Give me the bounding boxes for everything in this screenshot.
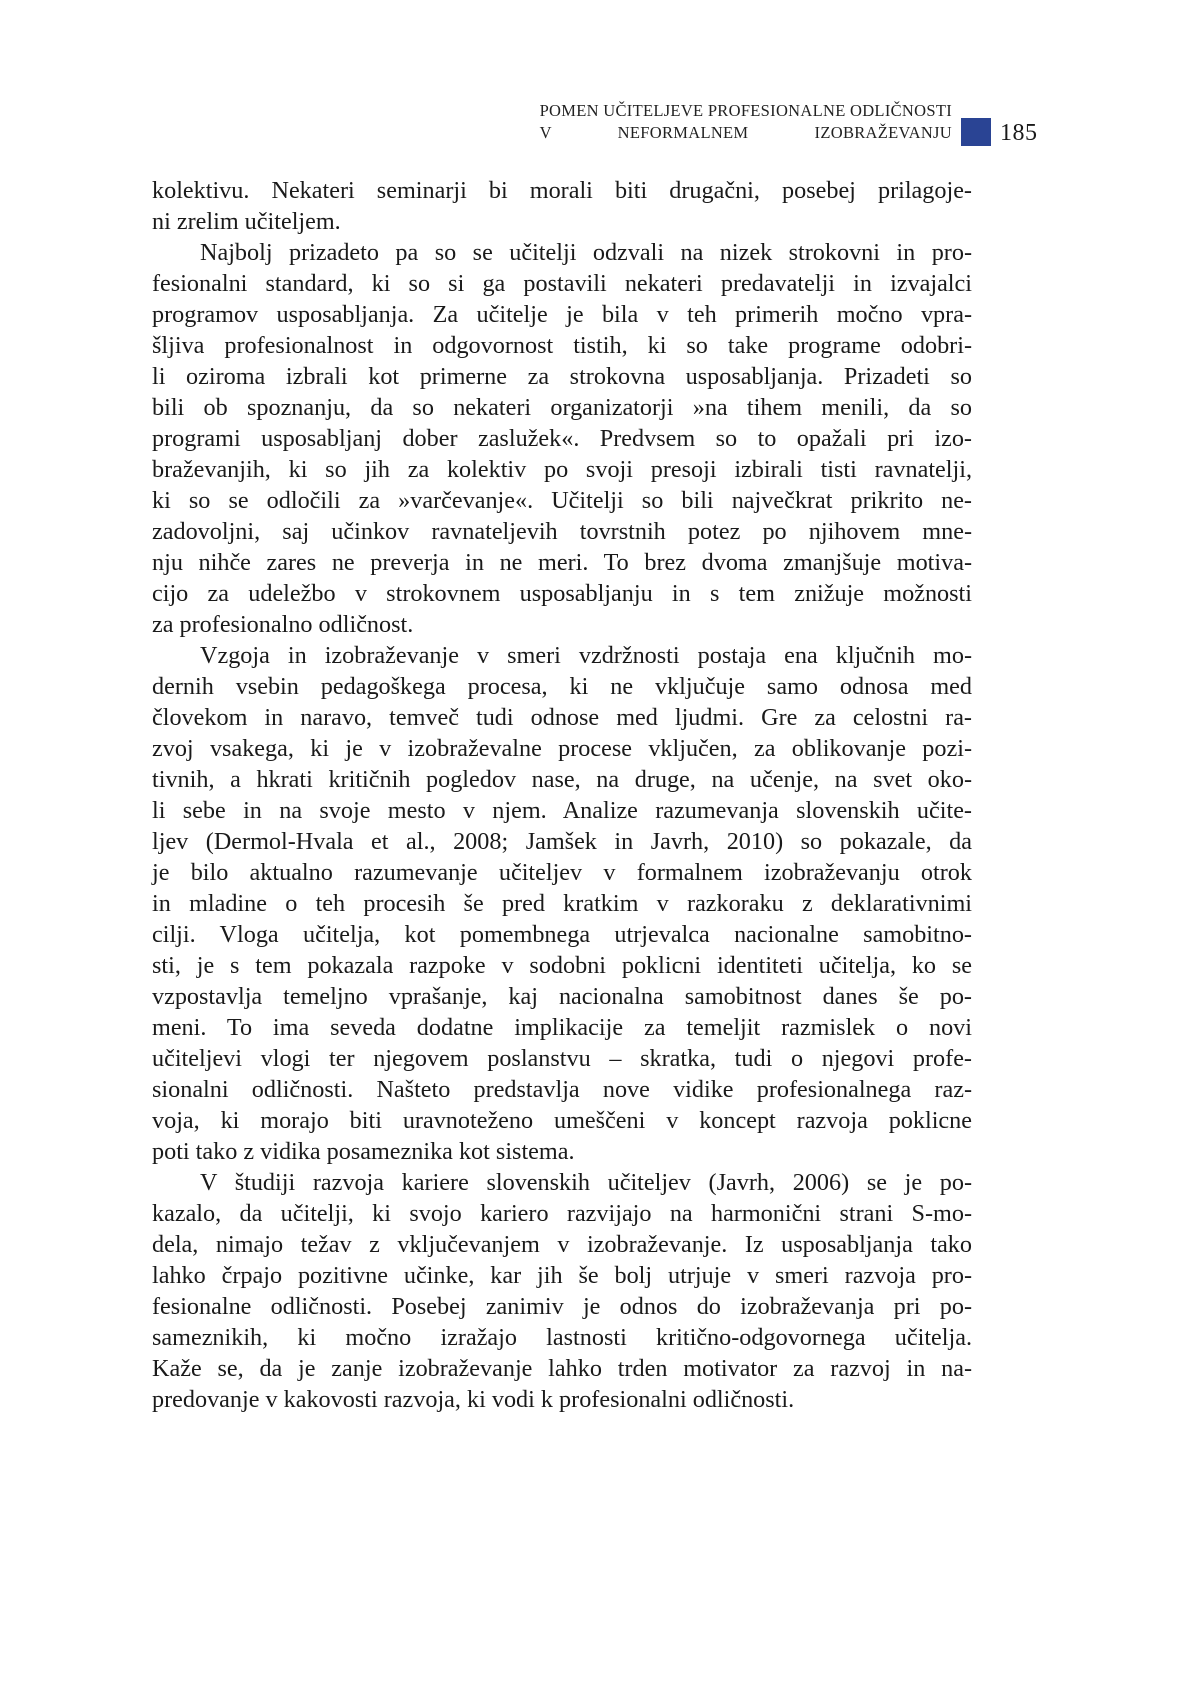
header-accent-square — [961, 118, 991, 146]
text-line: in mladine o teh procesih še pred kratkim v razkoraku z deklarativnimi — [152, 890, 972, 917]
text-line: V študiji razvoja kariere slovenskih učiteljev (Javrh, 2006) se je po- — [200, 1169, 972, 1196]
body-text — [152, 175, 972, 1415]
text-line: zvoj vsakega, ki je v izobraževalne procese vključen, za oblikovanje pozi- — [152, 735, 972, 762]
text-line: šljiva profesionalnost in odgovornost tistih, ki so take programe odobri- — [152, 332, 972, 359]
text-line: programi usposabljanj dober zaslužek«. Predvsem so to opažali pri izo- — [152, 425, 972, 452]
text-line: Najbolj prizadeto pa so se učitelji odzvali na nizek strokovni in pro- — [200, 239, 972, 266]
text-line: nju nihče zares ne preverja in ne meri. To brez dvoma zmanjšuje motiva- — [152, 549, 972, 576]
text-line: cilji. Vloga učitelja, kot pomembnega utrjevalca nacionalne samobitno- — [152, 921, 972, 948]
paragraph — [152, 640, 972, 1167]
text-line: vzpostavlja temeljno vprašanje, kaj nacionalna samobitnost danes še po- — [152, 983, 972, 1010]
text-line: kazalo, da učitelji, ki svojo kariero razvijajo na harmonični strani S-mo- — [152, 1200, 972, 1227]
text-line: fesionalne odličnosti. Posebej zanimiv je odnos do izobraževanja pri po- — [152, 1293, 972, 1320]
running-header — [540, 100, 952, 144]
text-line: predovanje v kakovosti razvoja, ki vodi k profesionalni odličnosti. — [152, 1386, 795, 1413]
text-line: učiteljevi vlogi ter njegovem poslanstvu – skratka, tudi o njegovi profe- — [152, 1045, 972, 1072]
text-line: Kaže se, da je zanje izobraževanje lahko trden motivator za razvoj in na- — [152, 1355, 972, 1382]
text-line: poti tako z vidika posameznika kot sistema. — [152, 1138, 575, 1165]
running-header-line-2: V NEFORMALNEM IZOBRAŽEVANJU — [539, 123, 952, 142]
running-header-line-1: POMEN UČITELJEVE PROFESIONALNE ODLIČNOSTI — [539, 101, 952, 120]
text-line: kolektivu. Nekateri seminarji bi morali biti drugačni, posebej prilagoje- — [152, 177, 972, 204]
text-line: Vzgoja in izobraževanje v smeri vzdržnosti postaja ena ključnih mo- — [200, 642, 972, 669]
text-line: dernih vsebin pedagoškega procesa, ki ne vključuje samo odnosa med — [152, 673, 972, 700]
page-number: 185 — [1000, 120, 1038, 146]
text-line: sionalni odličnosti. Našteto predstavlja nove vidike profesionalnega raz- — [152, 1076, 972, 1103]
text-line: za profesionalno odličnost. — [152, 611, 414, 638]
paragraph — [152, 237, 972, 640]
text-line: zadovoljni, saj učinkov ravnateljevih tovrstnih potez po njihovem mne- — [152, 518, 972, 545]
text-line: ni zrelim učiteljem. — [152, 208, 341, 235]
text-line: voja, ki morajo biti uravnoteženo umeščeni v koncept razvoja poklicne — [152, 1107, 972, 1134]
text-line: cijo za udeležbo v strokovnem usposabljanju in s tem znižuje možnosti — [152, 580, 972, 607]
text-line: sti, je s tem pokazala razpoke v sodobni poklicni identiteti učitelja, ko se — [152, 952, 972, 979]
paragraph — [152, 1167, 972, 1415]
text-line: fesionalni standard, ki so si ga postavili nekateri predavatelji in izvajalci — [152, 270, 972, 297]
text-line: ljev (Dermol-Hvala et al., 2008; Jamšek in Javrh, 2010) so pokazale, da — [152, 828, 972, 855]
paragraph — [152, 175, 972, 237]
text-line: li oziroma izbrali kot primerne za strokovna usposabljanja. Prizadeti so — [152, 363, 972, 390]
text-line: meni. To ima seveda dodatne implikacije za temeljit razmislek o novi — [152, 1014, 972, 1041]
text-line: li sebe in na svoje mesto v njem. Analize razumevanja slovenskih učite- — [152, 797, 972, 824]
text-line: braževanjih, ki so jih za kolektiv po svoji presoji izbirali tisti ravnatelji, — [152, 456, 972, 483]
text-line: sameznikih, ki močno izražajo lastnosti kritično-odgovornega učitelja. — [152, 1324, 972, 1351]
text-line: bili ob spoznanju, da so nekateri organizatorji »na tihem menili, da so — [152, 394, 972, 421]
text-line: lahko črpajo pozitivne učinke, kar jih še bolj utrjuje v smeri razvoja pro- — [152, 1262, 972, 1289]
text-line: programov usposabljanja. Za učitelje je bila v teh primerih močno vpra- — [152, 301, 972, 328]
text-line: ki so se odločili za »varčevanje«. Učitelji so bili največkrat prikrito ne- — [152, 487, 972, 514]
text-line: je bilo aktualno razumevanje učiteljev v formalnem izobraževanju otrok — [152, 859, 972, 886]
text-line: dela, nimajo težav z vključevanjem v izobraževanje. Iz usposabljanja tako — [152, 1231, 972, 1258]
text-line: človekom in naravo, temveč tudi odnose med ljudmi. Gre za celostni ra- — [152, 704, 972, 731]
text-line: tivnih, a hkrati kritičnih pogledov nase, na druge, na učenje, na svet oko- — [152, 766, 972, 793]
